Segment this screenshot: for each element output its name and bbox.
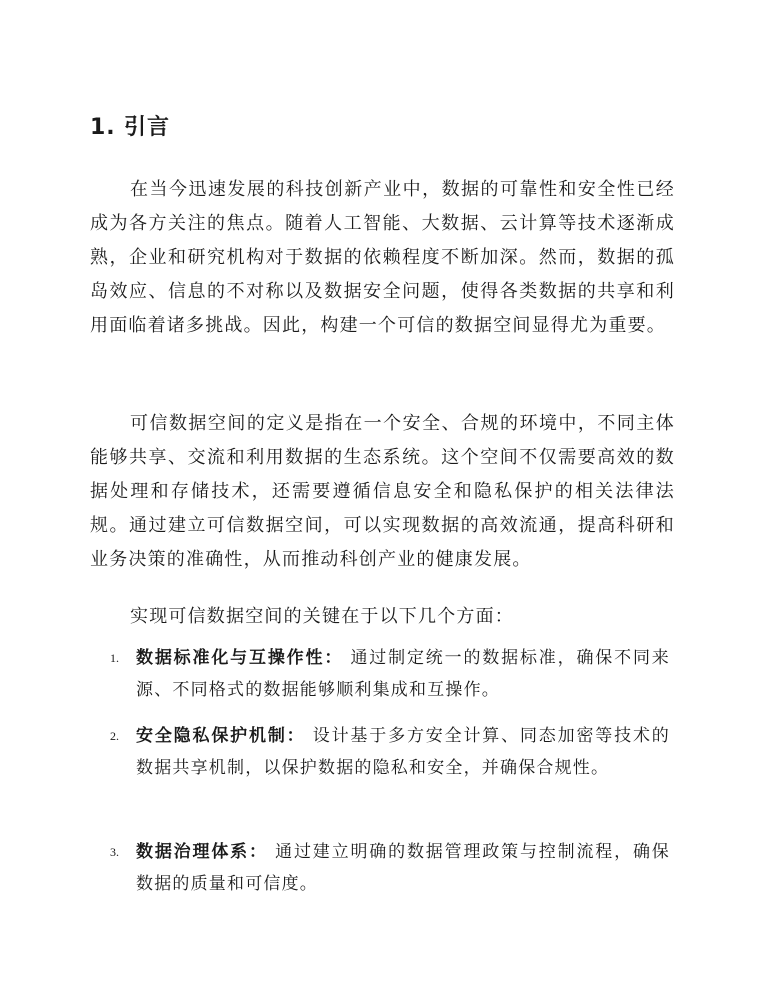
key-aspects-list-2 bbox=[110, 720, 670, 784]
key-aspects-list-1 bbox=[110, 642, 670, 706]
section-title: 引言 bbox=[124, 115, 171, 140]
list-item-text: 通过制定统一的数据标准，确保不同来源、不同格式的数据能够顺利集成和互操作。 bbox=[136, 648, 670, 700]
list-item-number: 1. bbox=[110, 651, 119, 665]
paragraph-definition: 可信数据空间的定义是指在一个安全、合规的环境中，不同主体能够共享、交流和利用数据的生态系统。这个空间不仅需要高效的数据处理和存储技术，还需要遵循信息安全和隐私保护的相关法律法规。通过建立可信数据空间，可以实现数据的高效流通，提高科研和业务决策的准确性，从而推动科创产业的健康发展。 bbox=[90, 413, 675, 570]
section-heading bbox=[90, 113, 170, 143]
list-item bbox=[110, 836, 670, 900]
list-item-number: 3. bbox=[110, 845, 119, 859]
list-item-title: 数据治理体系： bbox=[136, 842, 268, 862]
list-item bbox=[110, 720, 670, 784]
section-number: 1. bbox=[90, 115, 116, 140]
paragraph-intro: 在当今迅速发展的科技创新产业中，数据的可靠性和安全性已经成为各方关注的焦点。随着人工智能、大数据、云计算等技术逐渐成熟，企业和研究机构对于数据的依赖程度不断加深。然而，数据的孤岛效应、信息的不对称以及数据安全问题，使得各类数据的共享和利用面临着诸多挑战。因此，构建一个可信的数据空间显得尤为重要。 bbox=[90, 179, 675, 336]
list-item-number: 2. bbox=[110, 729, 119, 743]
list-item-text: 设计基于多方安全计算、同态加密等技术的数据共享机制，以保护数据的隐私和安全，并确保合规性。 bbox=[136, 726, 670, 778]
list-item-title: 安全隐私保护机制： bbox=[136, 726, 306, 746]
key-aspects-list-3 bbox=[110, 836, 670, 900]
list-item-text: 通过建立明确的数据管理政策与控制流程，确保数据的质量和可信度。 bbox=[136, 842, 671, 894]
list-item-title: 数据标准化与互操作性： bbox=[136, 648, 344, 668]
paragraph-key-aspects: 实现可信数据空间的关键在于以下几个方面： bbox=[130, 606, 514, 627]
list-item bbox=[110, 642, 670, 706]
